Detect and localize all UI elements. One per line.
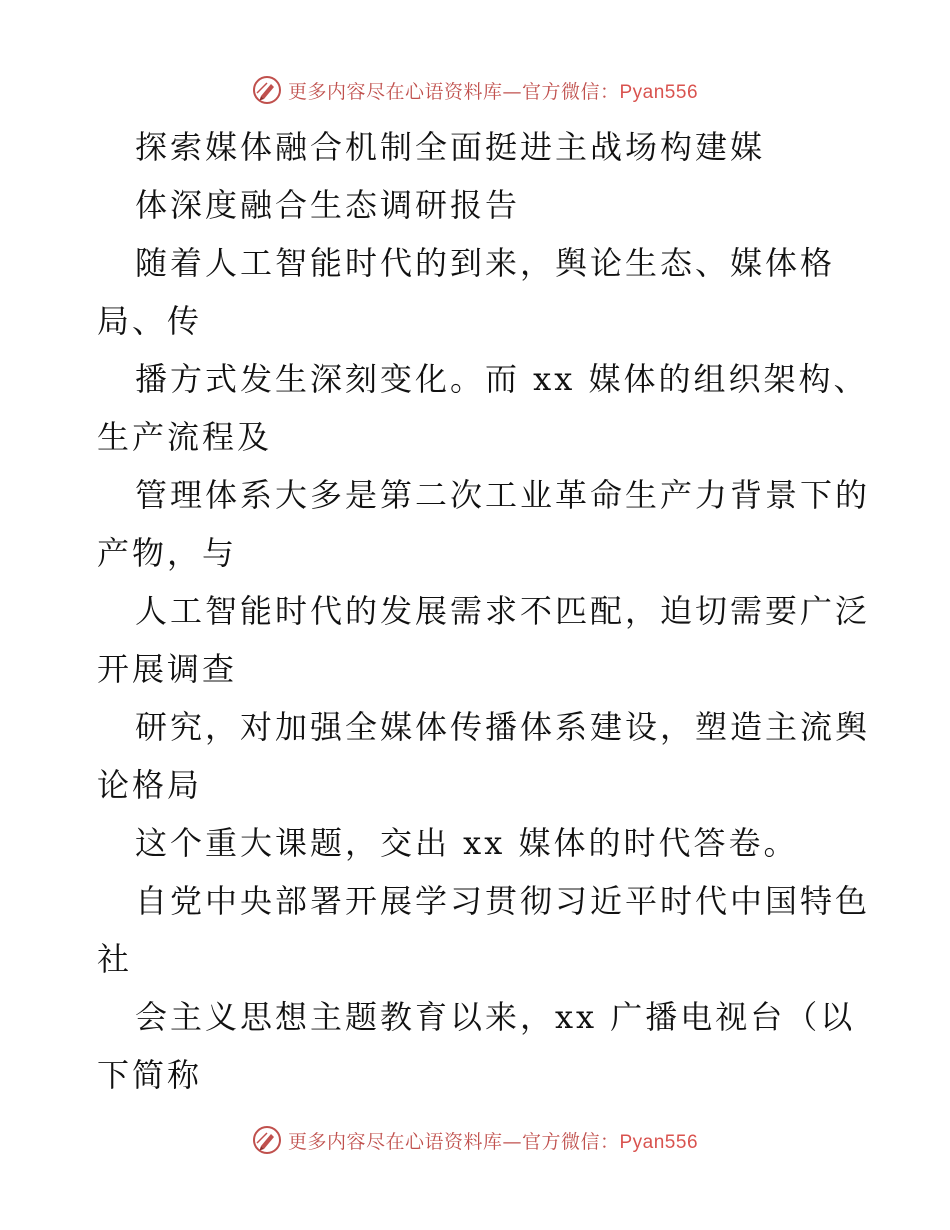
header-site-text: 更多内容尽在心语资料库	[287, 80, 503, 103]
title-line-1: 探索媒体融合机制全面挺进主战场构建媒	[135, 128, 766, 166]
footer-contact-id: Pyan556	[619, 1131, 699, 1153]
paragraph-line: 局、传	[97, 302, 203, 340]
pen-logo-icon	[252, 75, 282, 105]
paragraph-line: 研究，对加强全媒体传播体系建设，塑造主流舆	[135, 708, 871, 746]
footer-banner	[0, 1120, 950, 1160]
paragraph-line: 论格局	[97, 766, 203, 804]
footer-separator: —	[502, 1130, 522, 1153]
paragraph-line: 会主义思想主题教育以来，xx 广播电视台（以	[135, 998, 856, 1036]
paragraph-line: 产物，与	[97, 534, 238, 572]
footer-contact-label: 官方微信：	[521, 1130, 620, 1153]
document-body	[97, 118, 887, 1104]
pen-logo-icon	[252, 1125, 282, 1155]
paragraph-line: 随着人工智能时代的到来，舆论生态、媒体格	[135, 244, 836, 282]
title-line-2: 体深度融合生态调研报告	[135, 186, 521, 224]
paragraph-line: 开展调查	[97, 650, 238, 688]
header-banner-text	[288, 77, 698, 104]
paragraph-line: 社	[97, 940, 133, 978]
paragraph-line: 生产流程及	[97, 418, 273, 456]
paragraph-line: 管理体系大多是第二次工业革命生产力背景下的	[135, 476, 871, 514]
paragraph-line: 播方式发生深刻变化。而 xx 媒体的组织架构、	[135, 360, 869, 398]
header-contact-id: Pyan556	[619, 81, 699, 103]
paragraph-line: 这个重大课题，交出 xx 媒体的时代答卷。	[135, 824, 799, 862]
paragraph-line: 自党中央部署开展学习贯彻习近平时代中国特色	[135, 882, 871, 920]
header-contact-label: 官方微信：	[521, 80, 620, 103]
header-separator: —	[502, 80, 522, 103]
paragraph-line: 下简称	[97, 1056, 203, 1094]
paragraph-line: 人工智能时代的发展需求不匹配，迫切需要广泛	[135, 592, 871, 630]
header-banner	[0, 70, 950, 110]
footer-banner-text	[288, 1127, 698, 1154]
footer-site-text: 更多内容尽在心语资料库	[287, 1130, 503, 1153]
